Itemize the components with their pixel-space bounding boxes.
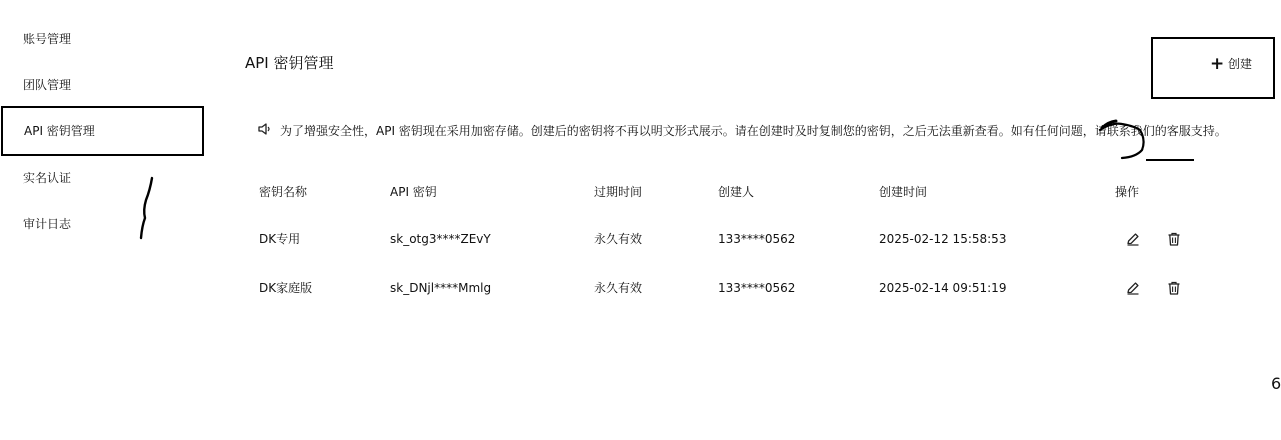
sidebar-item-realname[interactable]: 实名认证 <box>23 171 72 185</box>
column-header-creator: 创建人 <box>718 185 755 199</box>
sidebar <box>0 0 205 440</box>
trash-icon[interactable] <box>1166 231 1182 247</box>
column-header-actions: 操作 <box>1115 185 1140 199</box>
column-header-created: 创建时间 <box>879 185 928 199</box>
sidebar-item-audit-log[interactable]: 审计日志 <box>23 217 72 231</box>
create-button-label: 创建 <box>1228 57 1253 71</box>
expires-cell: 永久有效 <box>594 281 643 295</box>
trash-icon[interactable] <box>1166 280 1182 296</box>
sidebar-item-accounts[interactable]: 账号管理 <box>23 32 72 46</box>
column-header-expires: 过期时间 <box>594 185 643 199</box>
notice-text: 为了增强安全性，API 密钥现在采用加密存储。创建后的密钥将不再以明文形式展示。请在创建时及时复制您的密钥，之后无法重新查看。如有任何问题，请联系我们的客服支持。 <box>280 124 1227 138</box>
speaker-icon <box>258 122 276 142</box>
edit-icon[interactable] <box>1125 231 1141 247</box>
security-notice <box>258 121 1227 141</box>
key-name-cell: DK家庭版 <box>259 281 313 295</box>
key-name-cell: DK专用 <box>259 232 301 246</box>
edit-icon[interactable] <box>1125 280 1141 296</box>
created-time-cell: 2025-02-12 15:58:53 <box>879 232 1007 246</box>
corner-mark: 6 <box>1271 374 1281 393</box>
creator-cell: 133****0562 <box>718 232 796 246</box>
api-key-cell: sk_DNjl****Mmlg <box>390 281 492 295</box>
expires-cell: 永久有效 <box>594 232 643 246</box>
sidebar-item-api-keys[interactable]: API 密钥管理 <box>1 106 204 156</box>
created-time-cell: 2025-02-14 09:51:19 <box>879 281 1007 295</box>
sidebar-item-teams[interactable]: 团队管理 <box>23 78 72 92</box>
plus-icon: + <box>1210 54 1225 74</box>
page-title: API 密钥管理 <box>245 54 334 72</box>
creator-cell: 133****0562 <box>718 281 796 295</box>
api-key-cell: sk_otg3****ZEvY <box>390 232 491 246</box>
column-header-key: API 密钥 <box>390 185 437 199</box>
create-button[interactable] <box>1151 37 1275 99</box>
column-header-name: 密钥名称 <box>259 185 308 199</box>
